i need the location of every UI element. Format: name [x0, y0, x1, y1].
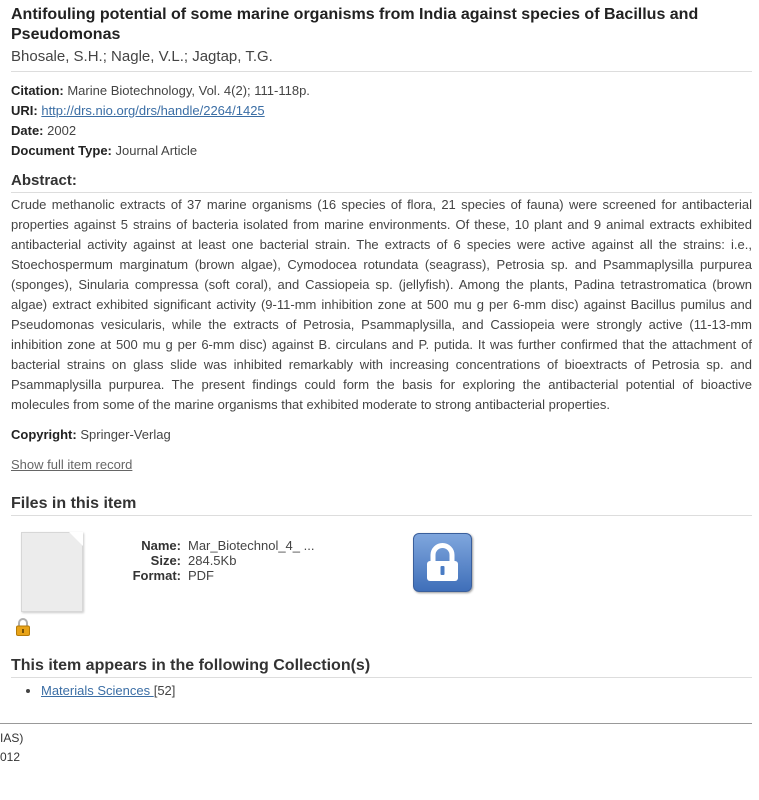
- footer-line-2: 012: [0, 750, 21, 764]
- copyright-label: Copyright:: [11, 427, 77, 442]
- file-format-label: Format:: [132, 568, 181, 583]
- collection-link[interactable]: Materials Sciences: [41, 683, 154, 698]
- doctype-value: Journal Article: [115, 143, 198, 158]
- citation-label: Citation:: [11, 83, 64, 98]
- item-title: Antifouling potential of some marine organisms from India against species of Bacillus and Pseudomonas: [11, 6, 699, 43]
- document-thumbnail-icon[interactable]: [21, 532, 83, 612]
- doctype-row: [11, 141, 752, 161]
- file-format-value: PDF: [188, 568, 214, 583]
- abstract-heading: Abstract:: [11, 171, 752, 193]
- file-name-label: Name:: [141, 538, 181, 553]
- show-full-record-link[interactable]: Show full item record: [11, 457, 133, 472]
- doctype-label: Document Type:: [11, 143, 112, 158]
- collections-list: [11, 683, 752, 699]
- file-format-row: [111, 568, 314, 583]
- date-label: Date:: [11, 123, 44, 138]
- date-row: [11, 121, 752, 141]
- footer-line-1: IAS): [0, 731, 24, 745]
- uri-row: [11, 101, 752, 121]
- file-item: [11, 516, 752, 636]
- uri-label: URI:: [11, 103, 38, 118]
- item-metadata: [11, 81, 752, 161]
- abstract-text: Crude methanolic extracts of 37 marine organisms (16 species of flora, 21 species of fauna) were screened for antibacterial properties against 5 strains of bacteria isolated from marine environments. Of these, 10 plant and 9 animal extracts exhibited antibacterial activity against at least one bacterial strain. The extracts of 6 species were active against all the strains: i.e., Stoechospermum marginatum (brown algae), Cymodocea rotundata (seagrass), Petrosia sp. and Psammaplysilla purpurea (sponges), Sinularia compressa (soft coral), and Cassiopeia sp. (jellyfish). Among the plants, Padina tetrastromatica (brown algae) extract exhibited significant activity (9-11-mm inhibition zone at 500 mu g per 6-mm disc) against Bacillus pumilus and Pseudomonas vesicularis, while the extracts of Petrosia, Psammaplysilla, and Cassiopeia were strongly active (11-13-mm inhibition zone at 500 mu g per 6-mm disc) against B. circulans and P. putida. It was further confirmed that the attachment of bacterial strains on glass slide was inhibited remarkably with increasing concentrations of bioextracts of Petrosia sp. and Psammaplysilla purpurea. The present findings could form the basis for exploring the antibacterial potential of bioactive molecules from some of the marine organisms that exhibited moderate to strong antibacterial properties.: [11, 197, 752, 412]
- item-authors: Bhosale, S.H.; Nagle, V.L.; Jagtap, T.G.: [11, 47, 752, 72]
- file-name-value: Mar_Biotechnol_4_ ...: [188, 538, 315, 553]
- file-metadata: [111, 538, 314, 583]
- file-size-value: 284.5Kb: [188, 553, 237, 568]
- collection-item: [41, 683, 752, 699]
- uri-link[interactable]: http://drs.nio.org/drs/handle/2264/1425: [41, 103, 265, 118]
- restricted-access-lock-icon[interactable]: [413, 533, 472, 592]
- file-size-label: Size:: [150, 553, 181, 568]
- file-name-row: [111, 538, 314, 553]
- copyright-row: [11, 425, 752, 445]
- item-page: [11, 0, 752, 699]
- date-value: 2002: [47, 123, 77, 138]
- citation-value: Marine Biotechnology, Vol. 4(2); 111-118p.: [67, 83, 310, 98]
- file-size-row: [111, 553, 314, 568]
- citation-row: [11, 81, 752, 101]
- copyright-value: Springer-Verlag: [80, 427, 171, 442]
- padlock-glyph-icon: [414, 534, 471, 591]
- collections-heading: This item appears in the following Collection(s): [11, 656, 752, 678]
- footer-divider: [0, 723, 752, 724]
- lock-icon: [15, 618, 31, 636]
- files-heading: Files in this item: [11, 494, 752, 516]
- full-record-row: [11, 455, 752, 475]
- collection-count: [52]: [153, 683, 176, 698]
